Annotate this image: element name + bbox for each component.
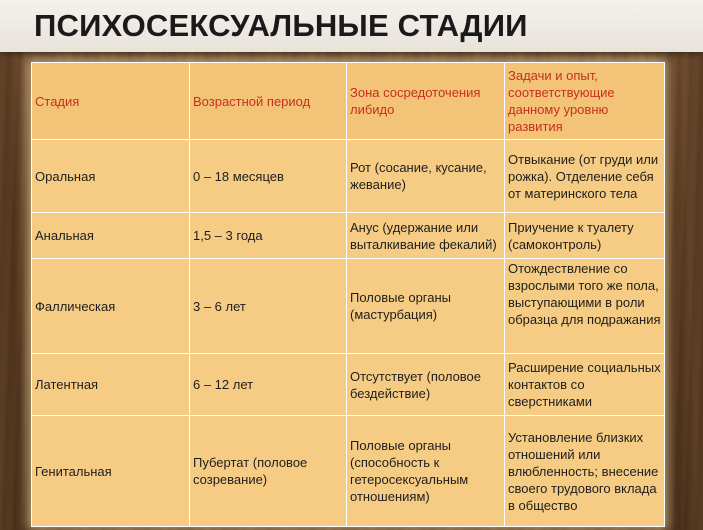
tasks-cell: Приучение к туалету (самоконтроль) — [505, 213, 665, 259]
age-cell: 6 – 12 лет — [190, 354, 347, 416]
stage-cell: Латентная — [32, 354, 190, 416]
age-cell: Пубертат (половое созревание) — [190, 416, 347, 527]
stage-cell: Генитальная — [32, 416, 190, 527]
zone-cell: Отсутствует (половое бездействие) — [347, 354, 505, 416]
stage-cell: Фаллическая — [32, 259, 190, 354]
table-row — [32, 416, 665, 527]
stage-cell: Оральная — [32, 140, 190, 213]
zone-cell: Половые органы (мастурбация) — [347, 259, 505, 354]
zone-cell: Рот (сосание, кусание, жевание) — [347, 140, 505, 213]
age-cell: 1,5 – 3 года — [190, 213, 347, 259]
psychosexual-stages-table — [31, 62, 665, 527]
tasks-cell: Расширение социальных контактов со сверстниками — [505, 354, 665, 416]
stages-table-container — [31, 62, 664, 526]
table-row — [32, 213, 665, 259]
table-row — [32, 140, 665, 213]
zone-cell: Половые органы (способность к гетеросексуальным отношениям) — [347, 416, 505, 527]
table-row — [32, 259, 665, 354]
header-tasks-experience: Задачи и опыт, соответствующие данному уровню развития — [505, 63, 665, 140]
stage-cell: Анальная — [32, 213, 190, 259]
page-title: ПСИХОСЕКСУАЛЬНЫЕ СТАДИИ — [34, 8, 528, 43]
table-header-row — [32, 63, 665, 140]
header-libido-zone: Зона сосредоточения либидо — [347, 63, 505, 140]
tasks-cell: Установление близких отношений или влюбленность; внесение своего трудового вклада в общество — [505, 416, 665, 527]
table-row — [32, 354, 665, 416]
title-bar — [0, 0, 703, 52]
age-cell: 0 – 18 месяцев — [190, 140, 347, 213]
header-stage: Стадия — [32, 63, 190, 140]
header-age-period: Возрастной период — [190, 63, 347, 140]
tasks-cell: Отвыкание (от груди или рожка). Отделение себя от материнского тела — [505, 140, 665, 213]
tasks-cell: Отождествление со взрослыми того же пола, выступающими в роли образца для подражания — [505, 259, 665, 354]
zone-cell: Анус (удержание или выталкивание фекалий) — [347, 213, 505, 259]
age-cell: 3 – 6 лет — [190, 259, 347, 354]
